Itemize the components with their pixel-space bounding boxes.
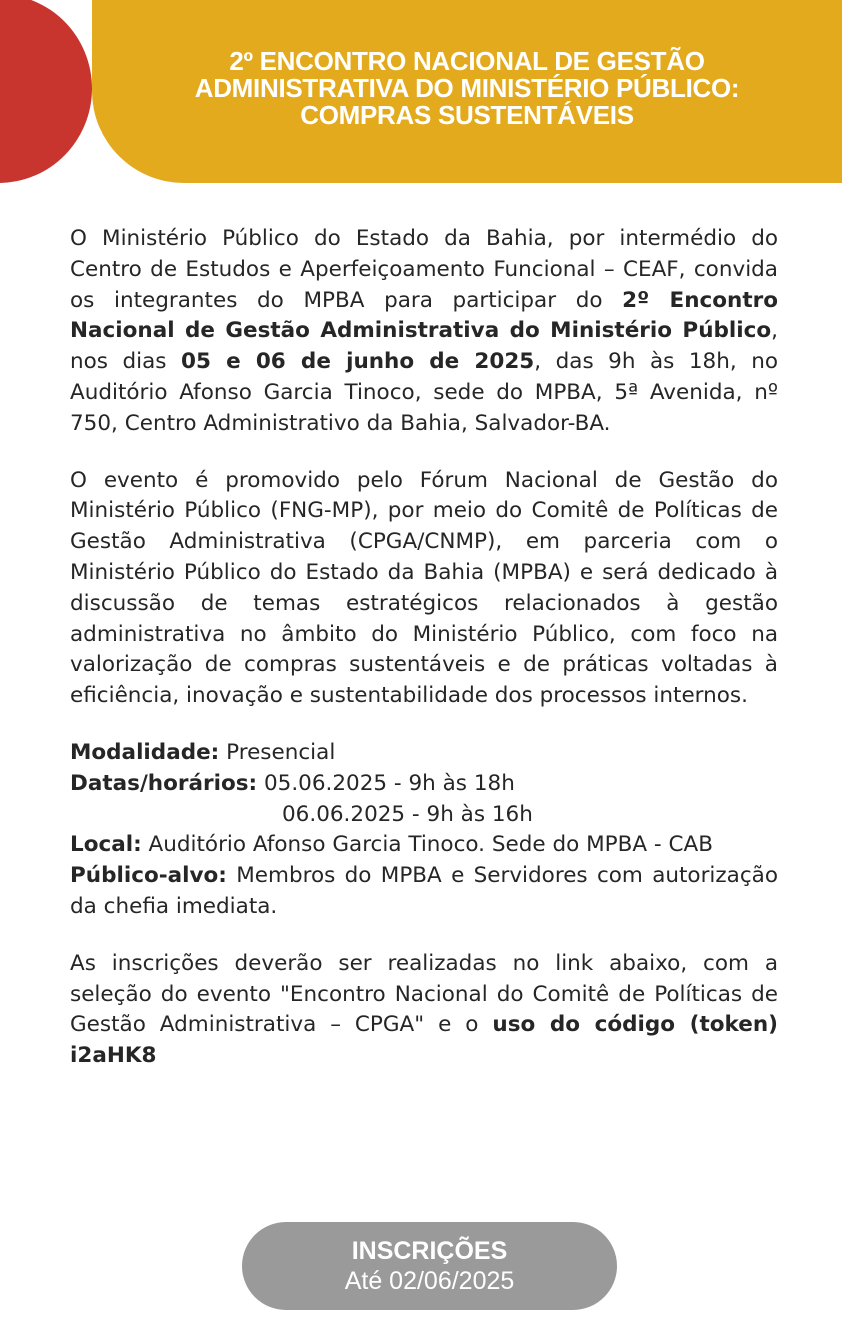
intro-text-2: , nos dias (70, 318, 778, 375)
intro-text-3: , das 9h às 18h, no Auditório Afonso Garcia Tinoco, sede do MPBA, 5ª Avenida, nº 750, Centro Administrativo da Bahia, Salvador-BA. (70, 349, 778, 436)
event-title (92, 48, 842, 129)
local-row (70, 830, 778, 861)
local-value: Auditório Afonso Garcia Tinoco. Sede do MPBA - CAB (141, 832, 713, 858)
event-title-line2: ADMINISTRATIVA DO MINISTÉRIO PÚBLICO: (194, 73, 740, 103)
intro-text-1: O Ministério Público do Estado da Bahia, por intermédio do Centro de Estudos e Aperfeiçoamento Funcional – CEAF, convida os integrantes do MPBA para participar do (70, 226, 778, 313)
datas-value-1: 05.06.2025 - 9h às 18h (257, 770, 515, 796)
datas-value-2: 06.06.2025 - 9h às 16h (282, 801, 533, 827)
publico-label: Público-alvo: (70, 863, 227, 889)
modalidade-row (70, 738, 778, 769)
modalidade-value: Presencial (219, 739, 336, 765)
main-content (70, 224, 778, 1072)
modalidade-label: Modalidade: (70, 739, 220, 765)
datas-label: Datas/horários: (70, 770, 258, 796)
intro-event-name: 2º Encontro Nacional de Gestão Administrativa do Ministério Público (70, 287, 778, 344)
intro-dates: 05 e 06 de junho de 2025 (181, 349, 535, 375)
registration-token: uso do código (token) i2aHK8 (70, 1012, 778, 1069)
registration-text: As inscrições deverão ser realizadas no link abaixo, com a seleção do evento "Encontro Nacional do Comitê de Políticas de Gestão Administrativa – CPGA" e o (70, 950, 778, 1038)
description-paragraph: O evento é promovido pelo Fórum Nacional de Gestão do Ministério Público (FNG-MP), por meio do Comitê de Políticas de Gestão Administrativa (CPGA/CNMP), em parceria com o Ministério Público do Estado da Bahia (MPBA) e será dedicado à discussão de temas estratégicos relacionados à gestão administrativa no âmbito do Ministério Público, com foco na valorização de compras sustentáveis e de práticas voltadas à eficiência, inovação e sustentabilidade dos processos internos. (70, 467, 778, 709)
intro-paragraph (70, 224, 778, 440)
registration-paragraph (70, 949, 778, 1072)
event-title-line1: 2º ENCONTRO NACIONAL DE GESTÃO (229, 46, 705, 76)
publico-row (70, 861, 778, 923)
inscricoes-button-title: INSCRIÇÕES (351, 1237, 508, 1265)
decorative-red-circle (0, 0, 92, 183)
event-title-line3: COMPRAS SUSTENTÁVEIS (300, 100, 634, 130)
inscricoes-button-deadline: Até 02/06/2025 (344, 1267, 515, 1295)
datas-row-2 (70, 800, 778, 831)
publico-value: Membros do MPBA e Servidores com autorização da chefia imediata. (70, 863, 778, 919)
datas-row (70, 769, 778, 800)
inscricoes-button[interactable] (242, 1222, 617, 1310)
local-label: Local: (70, 832, 142, 858)
